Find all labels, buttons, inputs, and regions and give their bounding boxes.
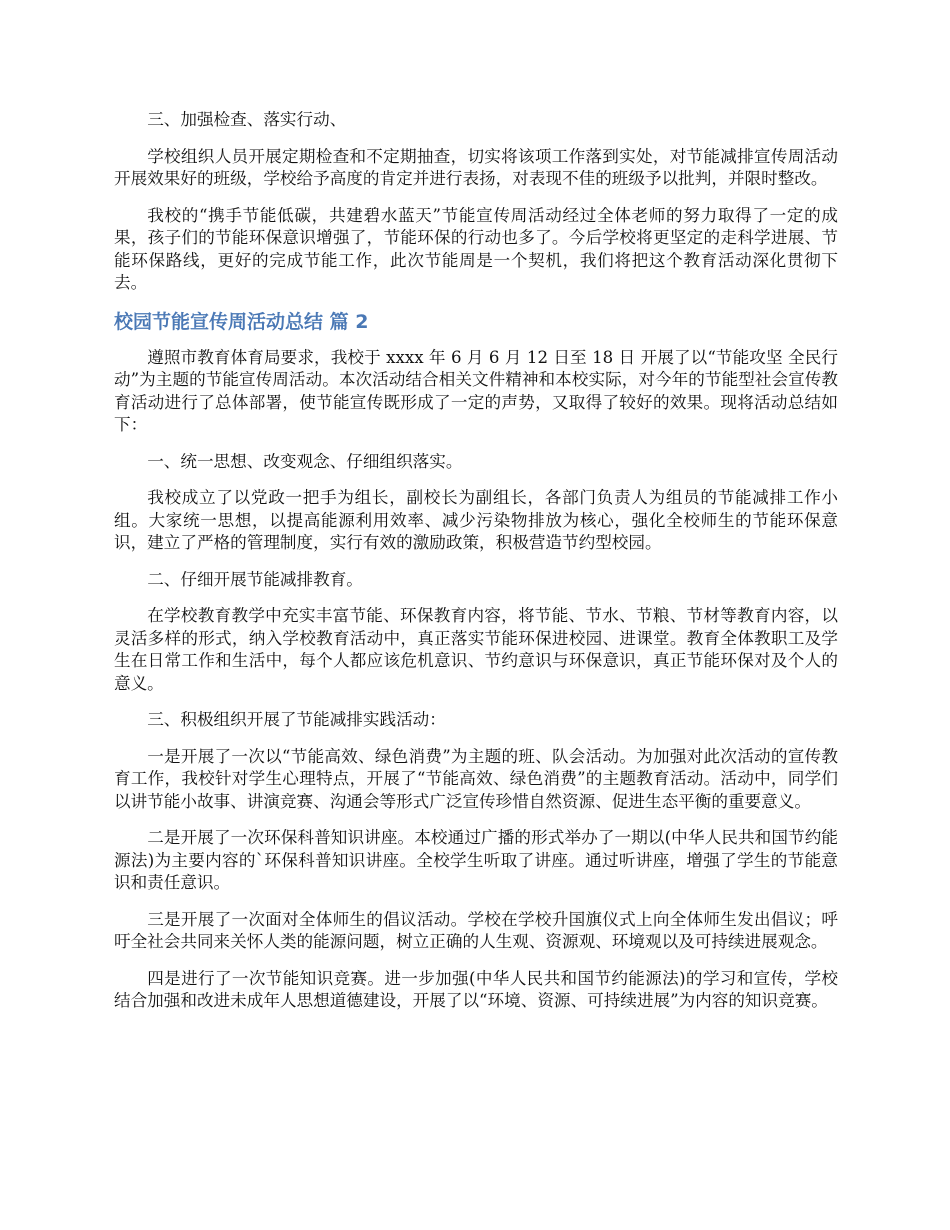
paragraph: 一是开展了一次以“节能高效、绿色消费”为主题的班、队会活动。为加强对此次活动的宣传教育工作，我校针对学生心理特点，开展了“节能高效、绿色消费”的主题教育活动。活动中，同学们以讲节能小故事、讲演竞赛、沟通会等形式广泛宣传珍惜自然资源、促进生态平衡的重要意义。 (114, 746, 838, 811)
paragraph: 我校成立了以党政一把手为组长，副校长为副组长，各部门负责人为组员的节能减排工作小组。大家统一思想，以提高能源利用效率、减少污染物排放为核心，强化全校师生的节能环保意识，建立了严格的管理制度，实行有效的激励政策，积极营造节约型校园。 (114, 488, 838, 552)
section-heading: 二、仔细开展节能减排教育。 (147, 569, 363, 589)
paragraph: 在学校教育教学中充实丰富节能、环保教育内容，将节能、节水、节粮、节材等教育内容，以灵活多样的形式，纳入学校教育活动中，真正落实节能环保进校园、进课堂。教育全体教职工及学生在日常工作和生活中，每个人都应该危机意识、节约意识与环保意识，真正节能环保对及个人的意义。 (114, 606, 838, 693)
paragraph: 遵照市教育体育局要求，我校于 xxxx 年 6 月 6 月 12 日至 18 日 开展了以“节能攻坚 全民行动”为主题的节能宣传周活动。本次活动结合相关文件精神和本校实际，对今年的节能型社会宣传教育活动进行了总体部署，使节能宣传既形成了一定的声势，又取得了较好的效果。现将活动总结如下： (114, 347, 838, 434)
paragraph: 二是开展了一次环保科普知识讲座。本校通过广播的形式举办了一期以(中华人民共和国节约能源法)为主要内容的`环保科普知识讲座。全校学生听取了讲座。通过听讲座，增强了学生的节能意识和责任意识。 (114, 828, 838, 892)
document-page (114, 109, 838, 1027)
article-title: 校园节能宣传周活动总结 篇 2 (114, 310, 369, 333)
paragraph: 三是开展了一次面对全体师生的倡议活动。学校在学校升国旗仪式上向全体师生发出倡议；呼吁全社会共同来关怀人类的能源问题，树立正确的人生观、资源观、环境观以及可持续进展观念。 (114, 909, 838, 951)
section-heading: 三、积极组织开展了节能减排实践活动： (147, 710, 446, 729)
paragraph: 学校组织人员开展定期检查和不定期抽查，切实将该项工作落到实处，对节能减排宣传周活动开展效果好的班级，学校给予高度的肯定并进行表扬，对表现不佳的班级予以批判，并限时整改。 (114, 146, 838, 188)
section-heading-inspection: 三、加强检查、落实行动、 (147, 110, 347, 129)
section-heading: 一、统一思想、改变观念、仔细组织落实。 (147, 451, 463, 471)
paragraph: 四是进行了一次节能知识竞赛。进一步加强(中华人民共和国节约能源法)的学习和宣传，学校结合加强和改进未成年人思想道德建设，开展了以“环境、资源、可持续进展”为内容的知识竞赛。 (114, 968, 838, 1010)
paragraph: 我校的“携手节能低碳，共建碧水蓝天”节能宣传周活动经过全体老师的努力取得了一定的成果，孩子们的节能环保意识增强了，节能环保的行动也多了。今后学校将更坚定的走科学进展、节能环保路线，更好的完成节能工作，此次节能周是一个契机，我们将把这个教育活动深化贯彻下去。 (114, 205, 838, 292)
